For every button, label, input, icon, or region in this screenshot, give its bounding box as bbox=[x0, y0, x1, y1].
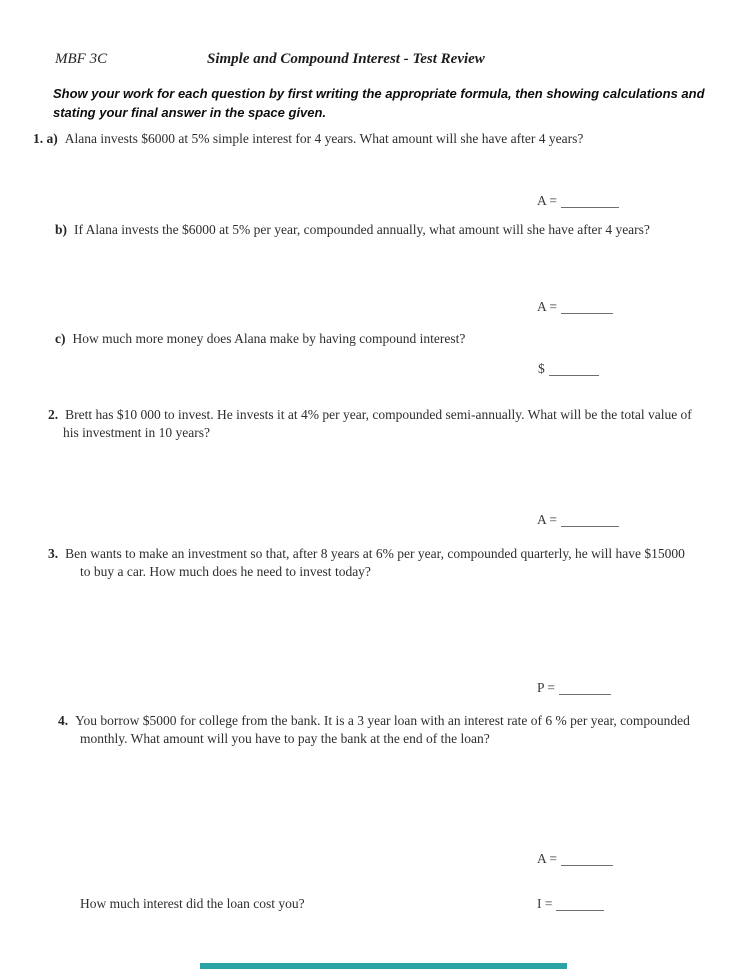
question-2-number: 2. bbox=[48, 407, 59, 422]
page-title: Simple and Compound Interest - Test Review bbox=[207, 51, 485, 67]
question-4 bbox=[58, 712, 690, 748]
answer-label-4-interest: I = bbox=[537, 896, 553, 911]
answer-label-1a: A = bbox=[537, 193, 557, 208]
question-4-line-1: You borrow $5000 for college from the bank. It is a 3 year loan with an interest rate of 6 % per year, compounded bbox=[75, 713, 690, 728]
answer-label-3: P = bbox=[537, 680, 555, 695]
question-3 bbox=[48, 545, 685, 581]
question-1a-text: Alana invests $6000 at 5% simple interest for 4 years. What amount will she have after 4 years? bbox=[64, 131, 584, 146]
question-1c bbox=[55, 331, 465, 347]
question-4-line-2: monthly. What amount will you have to pay the bank at the end of the loan? bbox=[80, 731, 490, 746]
course-code: MBF 3C bbox=[55, 51, 108, 67]
answer-line-3 bbox=[559, 693, 611, 695]
answer-line-4-interest bbox=[556, 909, 604, 911]
answer-label-1c: $ bbox=[538, 361, 545, 376]
answer-line-1c bbox=[549, 374, 599, 376]
answer-line-2 bbox=[561, 525, 619, 527]
question-2-line-2: his investment in 10 years? bbox=[63, 425, 210, 440]
question-1a-number: 1. a) bbox=[33, 131, 58, 146]
answer-blank-1b bbox=[537, 299, 613, 315]
answer-label-4: A = bbox=[537, 851, 557, 866]
question-1c-number: c) bbox=[55, 331, 66, 346]
answer-blank-1c bbox=[538, 361, 599, 377]
question-1c-text: How much more money does Alana make by having compound interest? bbox=[72, 331, 466, 346]
bottom-accent-bar bbox=[200, 963, 567, 969]
answer-blank-3 bbox=[537, 680, 611, 696]
answer-label-2: A = bbox=[537, 512, 557, 527]
answer-line-1a bbox=[561, 206, 619, 208]
answer-blank-1a bbox=[537, 193, 619, 209]
answer-line-4 bbox=[561, 864, 613, 866]
instructions-line-2: stating your final answer in the space given. bbox=[53, 105, 327, 120]
answer-blank-4-interest bbox=[537, 896, 604, 912]
answer-blank-4 bbox=[537, 851, 613, 867]
question-2 bbox=[48, 406, 692, 442]
answer-line-1b bbox=[561, 312, 613, 314]
question-1b-number: b) bbox=[55, 222, 68, 237]
question-4-number: 4. bbox=[58, 713, 69, 728]
question-1b bbox=[55, 222, 650, 238]
question-3-line-1: Ben wants to make an investment so that, after 8 years at 6% per year, compounded quarterly, he will have $15000 bbox=[65, 546, 685, 561]
question-1b-text: If Alana invests the $6000 at 5% per year, compounded annually, what amount will she have after 4 years? bbox=[74, 222, 650, 237]
question-3-number: 3. bbox=[48, 546, 59, 561]
question-2-line-1: Brett has $10 000 to invest. He invests it at 4% per year, compounded semi-annually. What will be the total value of bbox=[65, 407, 692, 422]
question-1a bbox=[33, 131, 583, 147]
instructions-line-1: Show your work for each question by first writing the appropriate formula, then showing calculations and bbox=[53, 86, 705, 101]
answer-label-1b: A = bbox=[537, 299, 557, 314]
answer-blank-2 bbox=[537, 512, 619, 528]
instructions-block bbox=[53, 84, 705, 122]
question-4-followup: How much interest did the loan cost you? bbox=[80, 896, 305, 911]
question-3-line-2: to buy a car. How much does he need to invest today? bbox=[80, 564, 371, 579]
